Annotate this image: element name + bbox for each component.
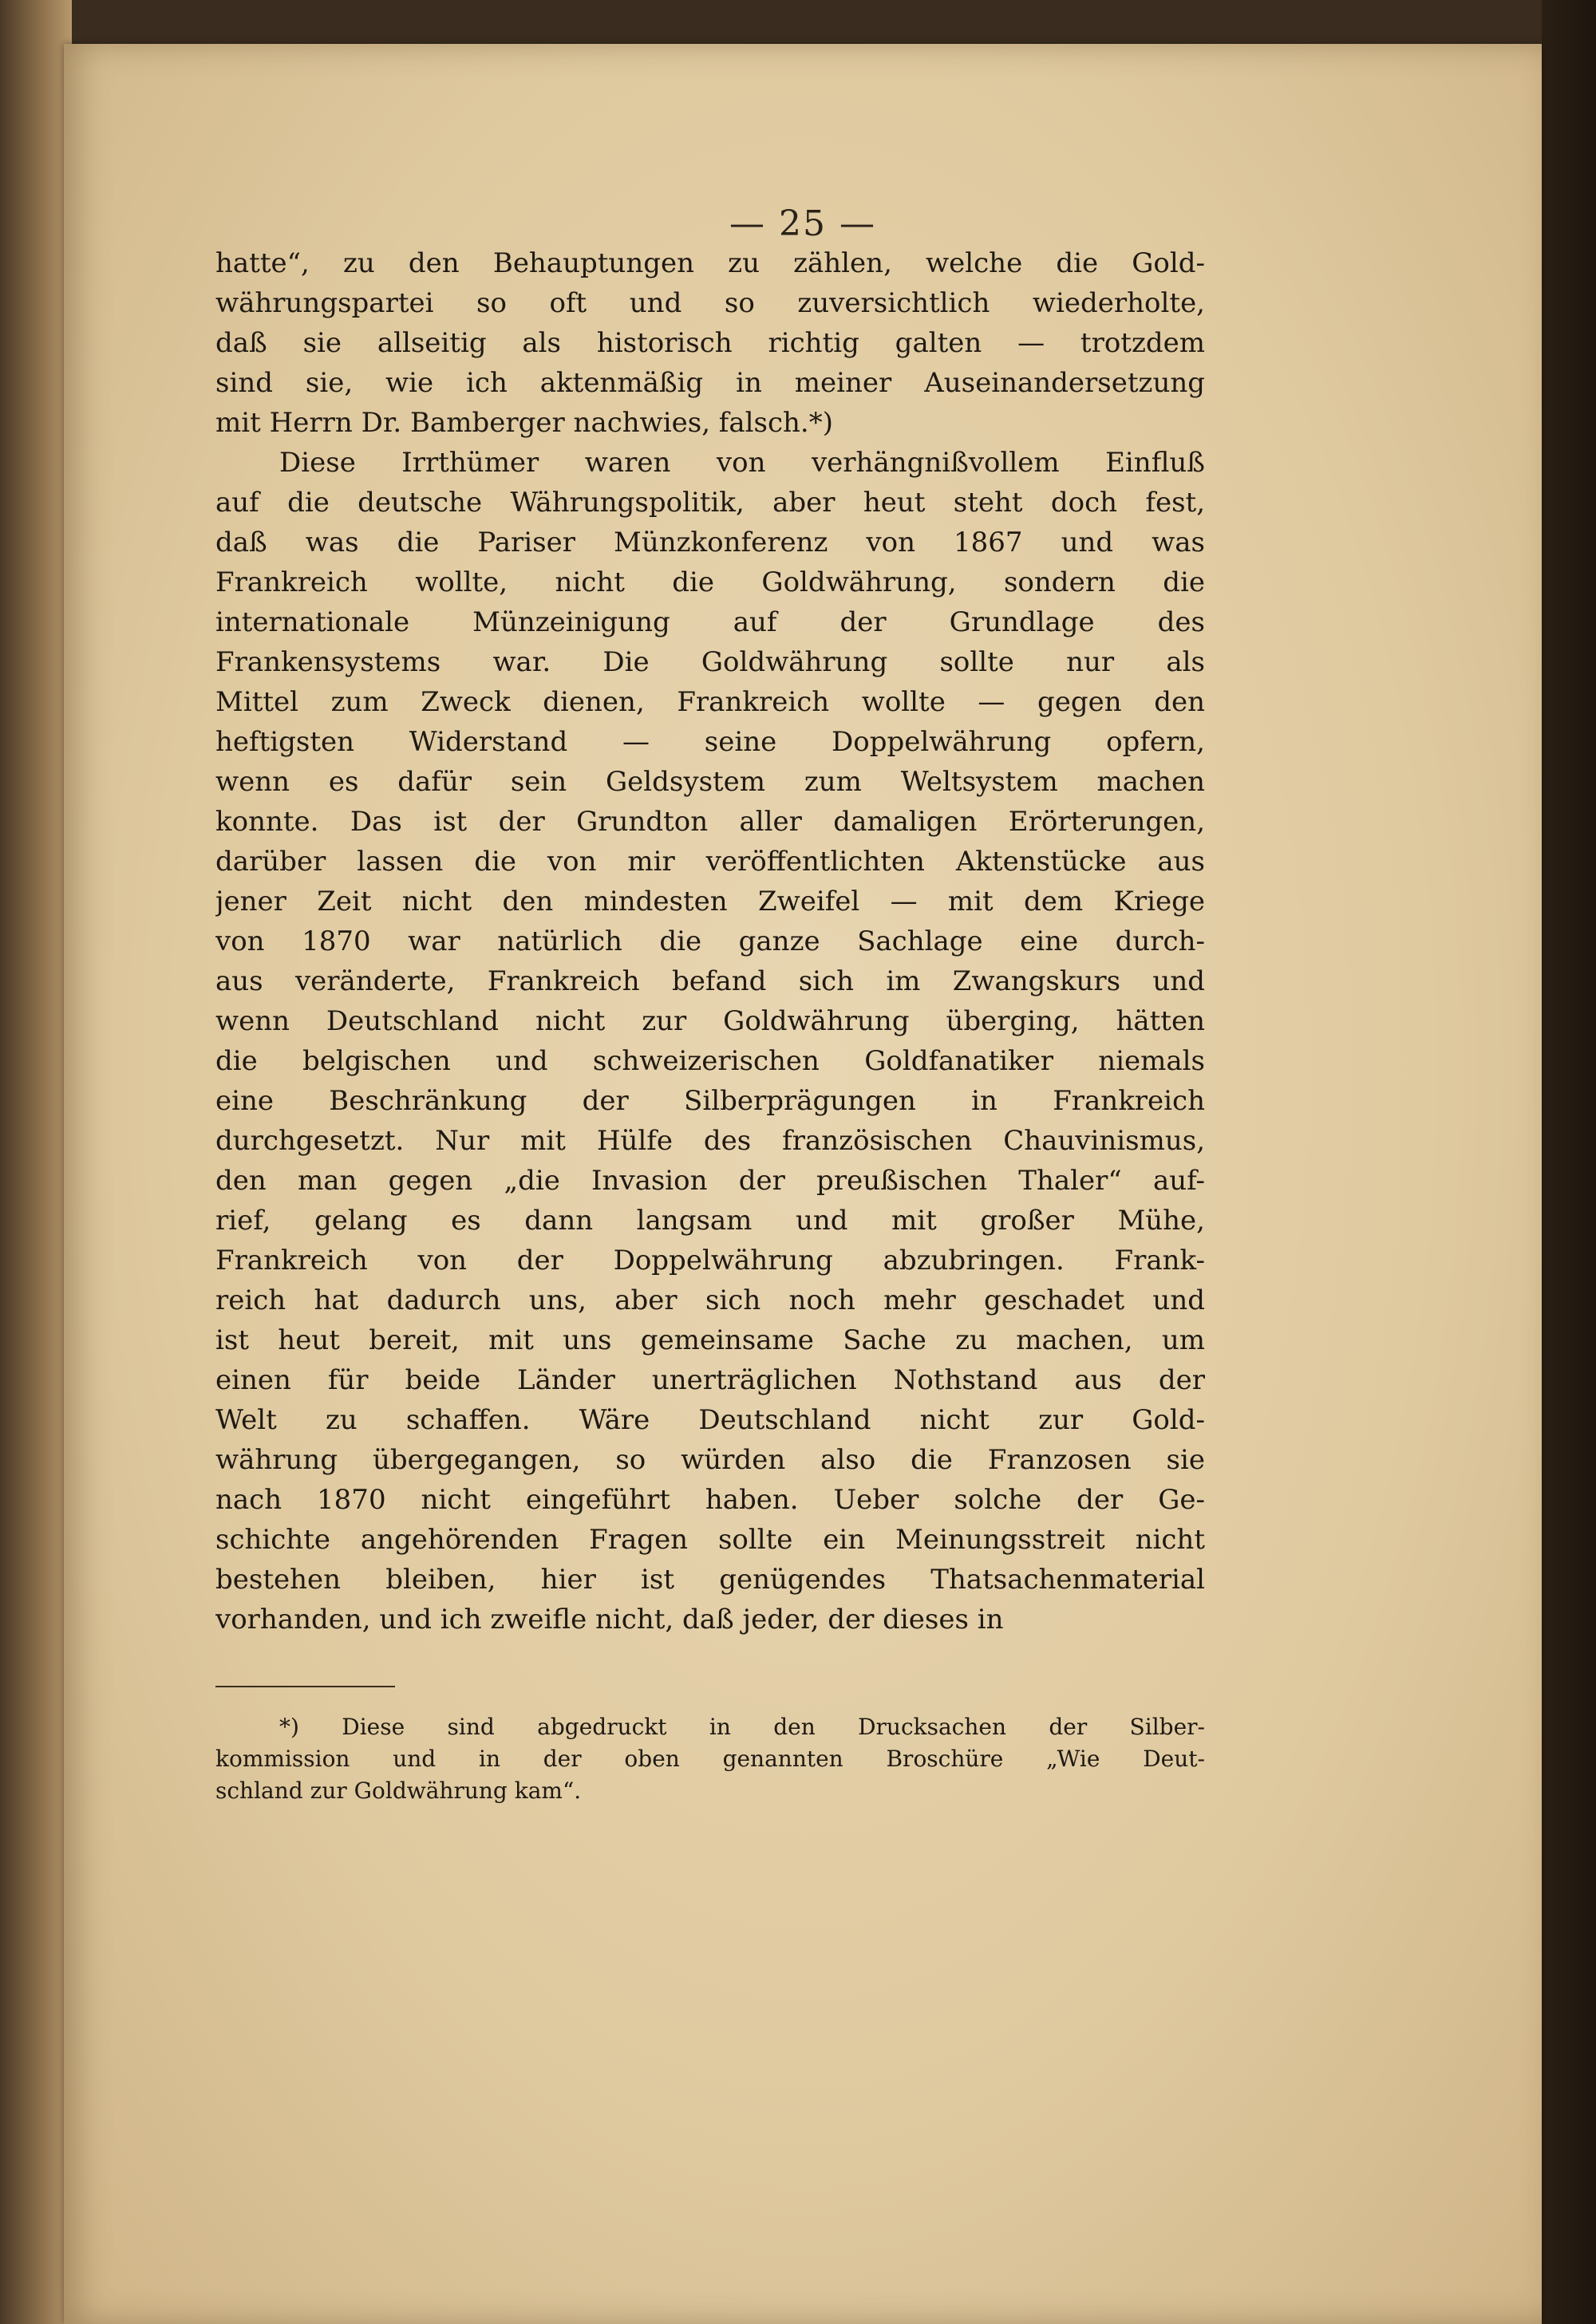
body-text (215, 243, 1205, 1639)
text-line: auf die deutsche Währungspolitik, aber heut steht doch fest, (215, 487, 1205, 519)
footnote (215, 1711, 1205, 1807)
text-line: reich hat dadurch uns, aber sich noch mehr geschadet und (215, 1284, 1205, 1316)
text-line: durchgesetzt. Nur mit Hülfe des französischen Chauvinismus, (215, 1125, 1205, 1157)
text-line: aus veränderte, Frankreich befand sich im Zwangskurs und (215, 965, 1205, 997)
background-edge (1542, 0, 1596, 2324)
page-number: — 25 — (729, 203, 876, 244)
text-line: Diese Irrthümer waren von verhängnißvollem Einfluß (279, 447, 1205, 479)
text-line: daß was die Pariser Münzkonferenz von 1867 und was (215, 527, 1205, 558)
text-line: sind sie, wie ich aktenmäßig in meiner Auseinandersetzung (215, 367, 1205, 399)
text-line: ist heut bereit, mit uns gemeinsame Sache zu machen, um (215, 1324, 1205, 1356)
text-line: von 1870 war natürlich die ganze Sachlage eine durch- (215, 925, 1205, 957)
text-line: die belgischen und schweizerischen Goldfanatiker niemals (215, 1045, 1205, 1077)
footnote-line: *) Diese sind abgedruckt in den Drucksachen der Silber- (279, 1714, 1205, 1740)
text-line: wenn Deutschland nicht zur Goldwährung überging, hätten (215, 1005, 1205, 1037)
text-line: internationale Münzeinigung auf der Grundlage des (215, 606, 1205, 638)
text-line: vorhanden, und ich zweifle nicht, daß jeder, der dieses in (215, 1604, 1004, 1635)
text-line: eine Beschränkung der Silberprägungen in Frankreich (215, 1085, 1205, 1117)
text-line: jener Zeit nicht den mindesten Zweifel — mit dem Kriege (215, 886, 1205, 917)
text-line: heftigsten Widerstand — seine Doppelwährung opfern, (215, 726, 1205, 758)
footnote-line: schland zur Goldwährung kam“. (215, 1778, 582, 1804)
text-line: wenn es dafür sein Geldsystem zum Weltsystem machen (215, 766, 1205, 798)
text-line: mit Herrn Dr. Bamberger nachwies, falsch.*) (215, 407, 833, 439)
text-line: darüber lassen die von mir veröffentlichten Aktenstücke aus (215, 846, 1205, 878)
text-line: hatte“, zu den Behauptungen zu zählen, welche die Gold- (215, 247, 1205, 279)
text-line: konnte. Das ist der Grundton aller damaligen Erörterungen, (215, 806, 1205, 838)
text-line: einen für beide Länder unerträglichen Nothstand aus der (215, 1364, 1205, 1396)
text-line: Frankreich wollte, nicht die Goldwährung, sondern die (215, 566, 1205, 598)
text-line: währung übergegangen, so würden also die Franzosen sie (215, 1444, 1205, 1476)
text-line: währungspartei so oft und so zuversichtlich wiederholte, (215, 287, 1205, 319)
text-line: Frankensystems war. Die Goldwährung sollte nur als (215, 646, 1205, 678)
text-line: rief, gelang es dann langsam und mit großer Mühe, (215, 1205, 1205, 1237)
text-line: daß sie allseitig als historisch richtig galten — trotzdem (215, 327, 1205, 359)
footnote-line: kommission und in der oben genannten Broschüre „Wie Deut- (215, 1746, 1205, 1772)
text-line: bestehen bleiben, hier ist genügendes Thatsachenmaterial (215, 1564, 1205, 1596)
text-line: Frankreich von der Doppelwährung abzubringen. Frank- (215, 1245, 1205, 1276)
text-line: Welt zu schaffen. Wäre Deutschland nicht zur Gold- (215, 1404, 1205, 1436)
book-gutter (0, 0, 72, 2324)
text-line: nach 1870 nicht eingeführt haben. Ueber solche der Ge- (215, 1484, 1205, 1516)
text-line: schichte angehörenden Fragen sollte ein Meinungsstreit nicht (215, 1524, 1205, 1556)
footnote-divider (215, 1686, 395, 1687)
text-line: Mittel zum Zweck dienen, Frankreich wollte — gegen den (215, 686, 1205, 718)
text-line: den man gegen „die Invasion der preußischen Thaler“ auf- (215, 1165, 1205, 1197)
